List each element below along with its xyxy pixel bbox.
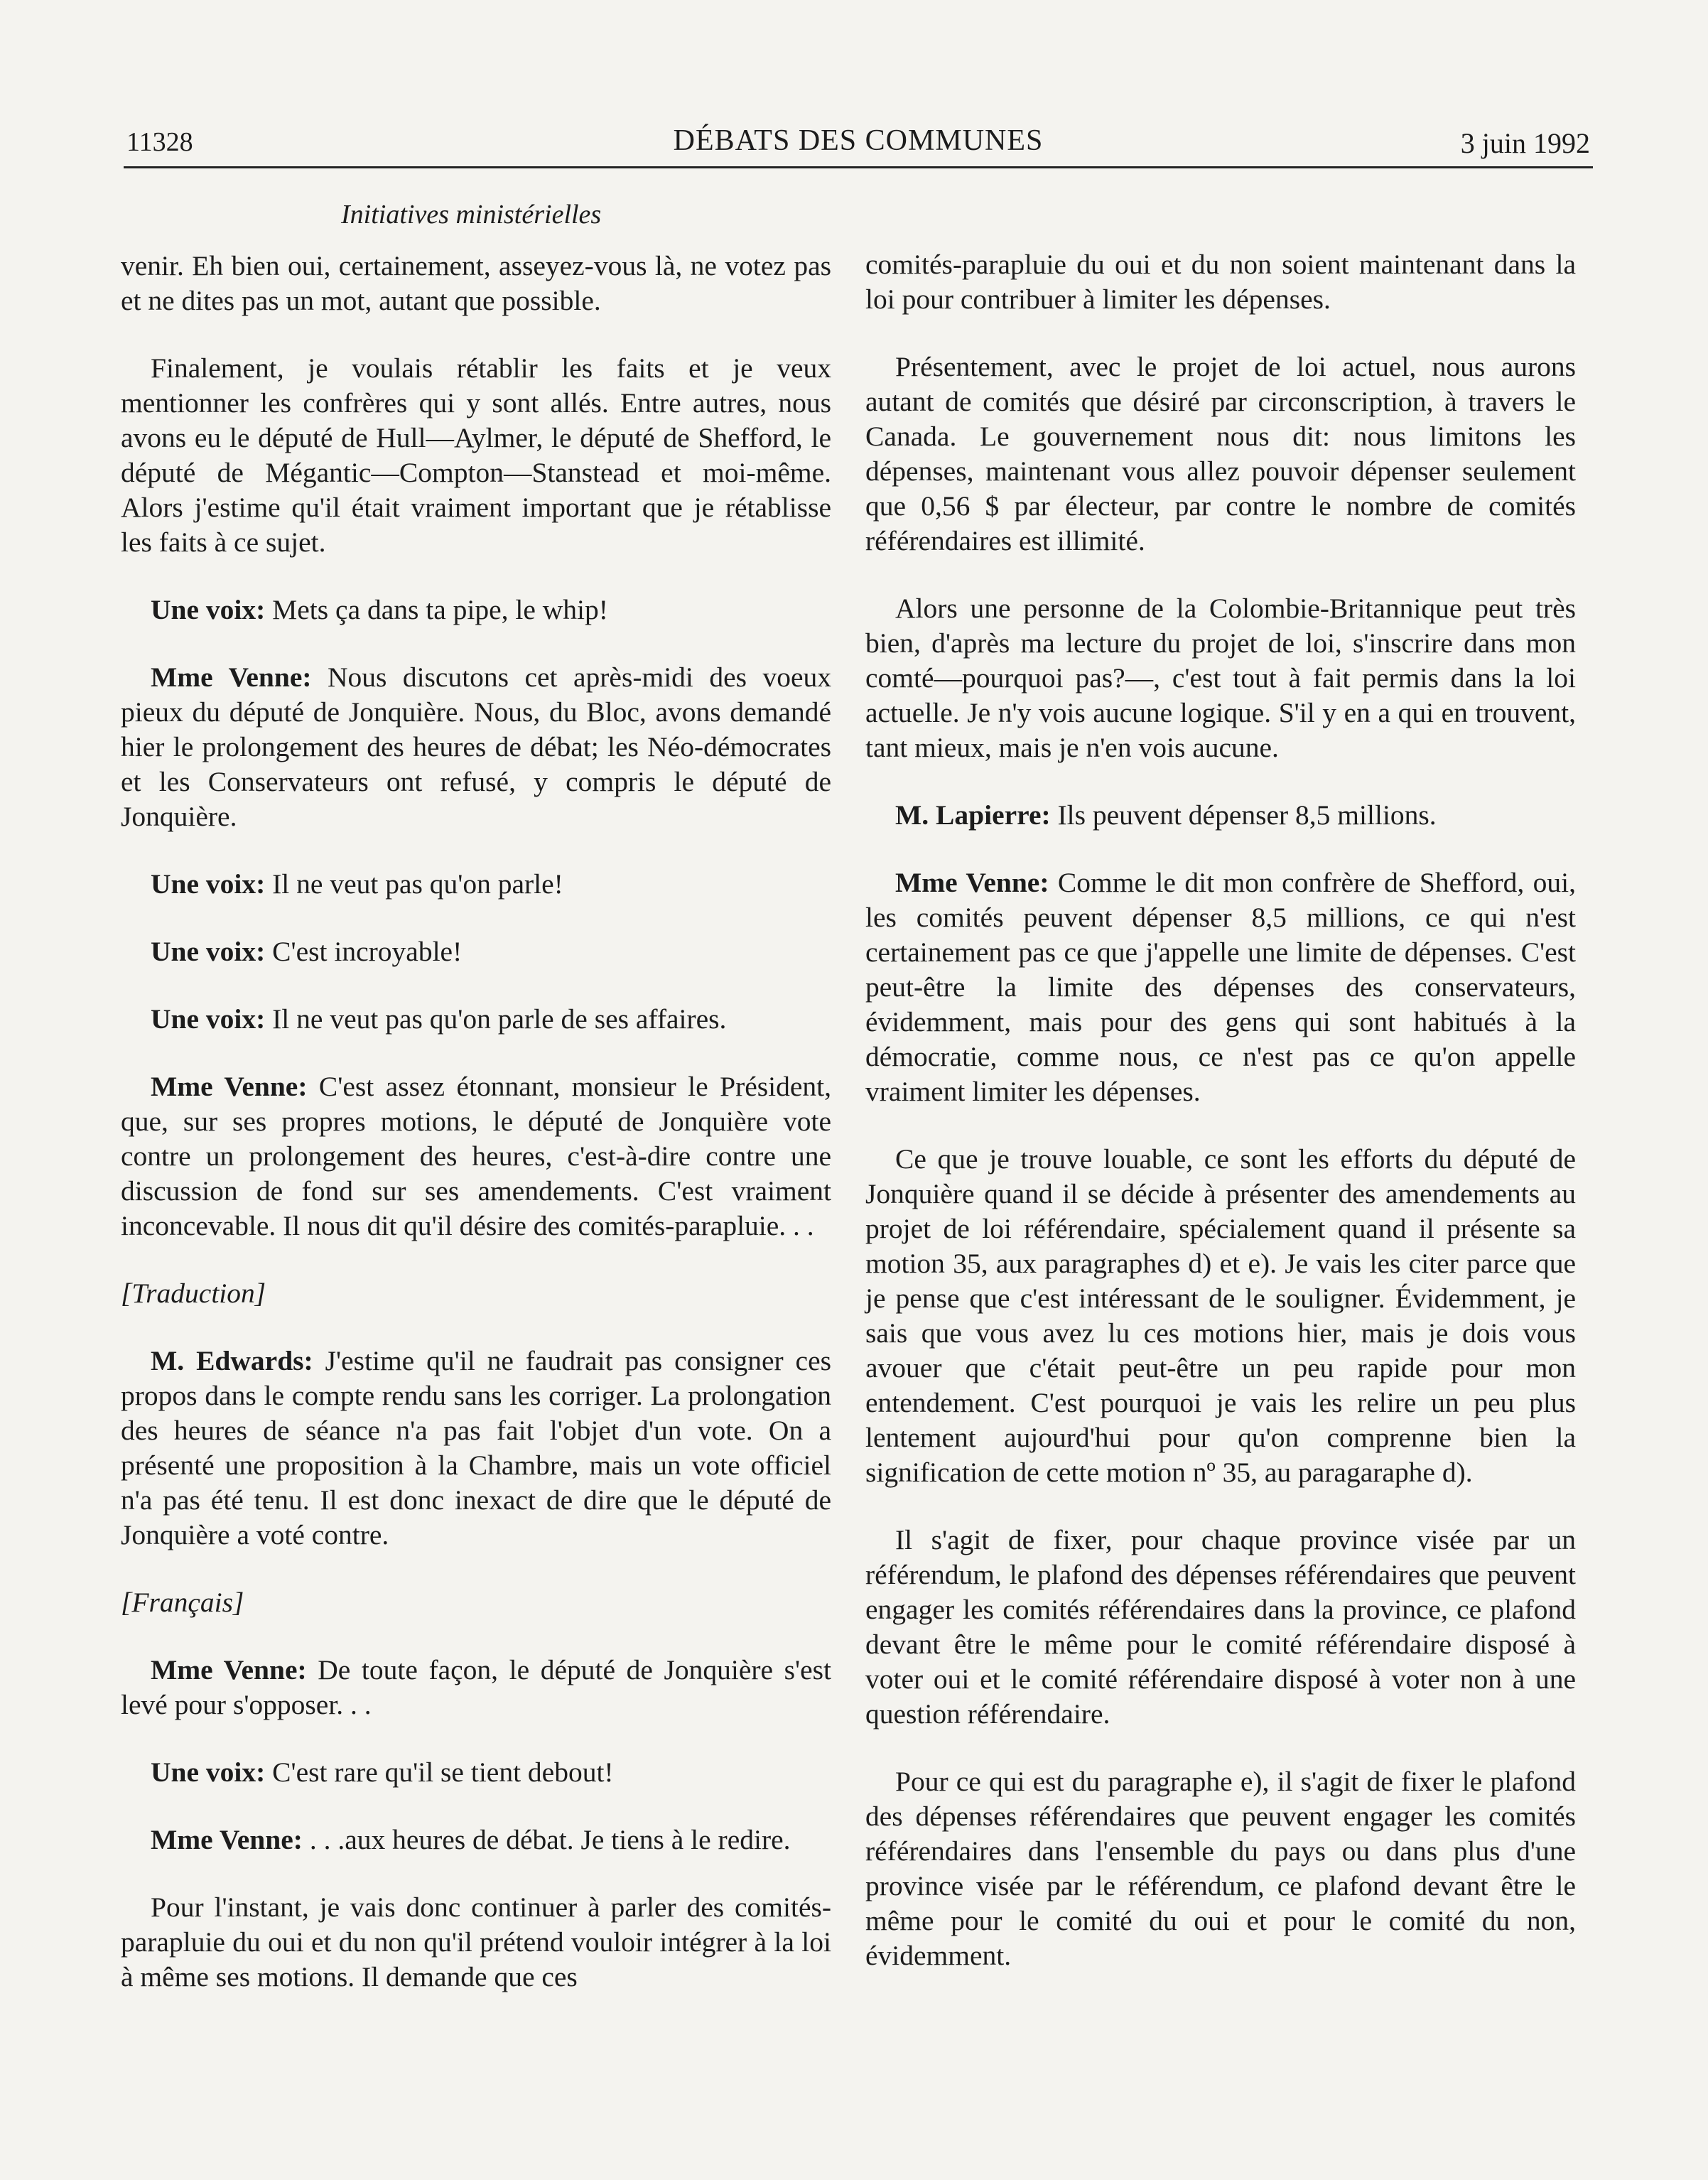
speech-text: C'est rare qu'il se tient debout!	[265, 1757, 614, 1788]
speaker-name: Une voix:	[151, 1003, 266, 1035]
speech	[121, 867, 831, 902]
speech-text: Comme le dit mon confrère de Shefford, oui, les comités peuvent dépenser 8,5 millions, ce qui n'est certainement pas ce que j'appelle une limite de dépenses. C'est peut-être la limite des dépenses des conservateurs, évidemment, mais pour des gens qui sont habitués à la démocratie, comme nous, ce n'est pas ce qu'on appelle vraiment limiter les dépenses.	[865, 867, 1576, 1107]
language-tag: [Français]	[121, 1587, 244, 1618]
speaker-name: Une voix:	[151, 594, 266, 625]
paragraph: Ce que je trouve louable, ce sont les efforts du député de Jonquière quand il se décide à présenter des amendements au projet de loi référendaire, spécialement quand il présente sa motion 35, aux paragraphes d) et e). Je vais les citer parce que je pense que c'est intéressant de le souligner. Évidemment, je sais que vous avez lu ces motions hier, mais je dois vous avouer que c'était peut-être un peu rapide pour mon entendement. C'est pourquoi je vais les relire un peu plus lentement aujourd'hui pour qu'on comprenne bien la signification de cette motion nº 35, au paragaraphe d).	[865, 1143, 1576, 1488]
paragraph: Finalement, je voulais rétablir les faits et je veux mentionner les confrères qui y sont allés. Entre autres, nous avons eu le député de Hull—Aylmer, le député de Shefford, le député de Mégantic—Compton—Stanstead et moi-même. Alors j'estime qu'il était vraiment important que je rétablisse les faits à ce sujet.	[121, 352, 831, 558]
speech	[121, 1344, 831, 1553]
speech	[121, 934, 831, 969]
speech-text: Ils peuvent dépenser 8,5 millions.	[1050, 799, 1437, 831]
speech	[865, 865, 1576, 1109]
paragraph: Pour l'instant, je vais donc continuer à parler des comités-parapluie du oui et du non qu'il prétend vouloir intégrer à la loi à même ses motions. Il demande que ces	[121, 1892, 831, 1992]
paragraph: Il s'agit de fixer, pour chaque province visée par un référendum, le plafond des dépenses référendaires que peuvent engager les comités référendaires dans la province, ce plafond devant être le même pour le comité référendaire disposé à voter oui et le comité référendaire disposé à voter non à une question référendaire.	[865, 1524, 1576, 1730]
speech	[121, 1002, 831, 1037]
paragraph: Pour ce qui est du paragraphe e), il s'agit de fixer le plafond des dépenses référendaires que peuvent engager les comités référendaires dans l'ensemble du pays ou dans plus d'une province visée par le référendum, ce plafond devant être le même pour le comité du oui et pour le comité du non, évidemment.	[865, 1766, 1576, 1971]
speaker-name: Une voix:	[151, 1757, 266, 1788]
speech-text: Nous discutons cet après-midi des voeux pieux du député de Jonquière. Nous, du Bloc, avons demandé hier le prolongement des heures de débat; les Néo-démocrates et les Conservateurs ont refusé, y compris le député de Jonquière.	[121, 662, 831, 832]
speech-text: C'est incroyable!	[265, 936, 463, 967]
speech-text: . . .aux heures de débat. Je tiens à le redire.	[302, 1824, 791, 1855]
speech-text: De toute façon, le député de Jonquière s'est levé pour s'opposer. . .	[121, 1654, 832, 1720]
publication-date: 3 juin 1992	[1460, 127, 1590, 159]
speech	[121, 1653, 831, 1722]
speaker-name: Mme Venne:	[151, 1824, 303, 1855]
publication-title: DÉBATS DES COMMUNES	[673, 124, 1044, 157]
paragraph: Présentement, avec le projet de loi actuel, nous aurons autant de comités que désiré par circonscription, à travers le Canada. Le gouvernement nous dit: nous limitons les dépenses, maintenant vous allez pouvoir dépenser seulement que 0,56 $ par électeur, par contre le nombre de comités référendaires est illimité.	[865, 351, 1576, 556]
speech-text: Il ne veut pas qu'on parle de ses affaires.	[265, 1003, 727, 1035]
speaker-name: M. Lapierre:	[895, 799, 1051, 831]
speech	[121, 593, 831, 627]
speaker-name: Mme Venne:	[895, 867, 1049, 898]
speech	[121, 1755, 831, 1790]
page-number: 11328	[126, 127, 193, 157]
speech-text: Il ne veut pas qu'on parle!	[265, 868, 563, 900]
page-header	[124, 122, 1593, 168]
right-column	[865, 247, 1576, 1973]
speaker-name: Une voix:	[151, 868, 266, 900]
paragraph: Alors une personne de la Colombie-Britannique peut très bien, d'après ma lecture du projet de loi, s'inscrire dans mon comté—pourquoi pas?—, c'est tout à fait permis dans la loi actuelle. Je n'y vois aucune logique. S'il y en a qui en trouvent, tant mieux, mais je n'en vois aucune.	[865, 593, 1576, 763]
speech-text: C'est assez étonnant, monsieur le Président, que, sur ses propres motions, le député de Jonquière vote contre un prolongement des heures, c'est-à-dire contre une discussion de fond sur ses amendements. C'est vraiment inconcevable. Il nous dit qu'il désire des comités-parapluie. . .	[121, 1071, 831, 1241]
speech	[121, 1069, 831, 1243]
left-column	[121, 249, 831, 1995]
speaker-name: Mme Venne:	[151, 662, 312, 693]
speech-text: Mets ça dans ta pipe, le whip!	[265, 594, 608, 625]
speaker-name: Une voix:	[151, 936, 266, 967]
paragraph: venir. Eh bien oui, certainement, asseyez-vous là, ne votez pas et ne dites pas un mot, autant que possible.	[121, 250, 831, 316]
speech	[121, 660, 831, 834]
speaker-name: Mme Venne:	[151, 1071, 308, 1102]
speaker-name: Mme Venne:	[151, 1654, 307, 1685]
speaker-name: M. Edwards:	[151, 1345, 313, 1376]
section-title: Initiatives ministérielles	[341, 200, 602, 230]
speech	[121, 1823, 831, 1857]
speech	[865, 798, 1576, 833]
paragraph: comités-parapluie du oui et du non soient maintenant dans la loi pour contribuer à limiter les dépenses.	[865, 249, 1576, 315]
language-tag: [Traduction]	[121, 1278, 266, 1309]
speech-text: J'estime qu'il ne faudrait pas consigner ces propos dans le compte rendu sans les corriger. La prolongation des heures de séance n'a pas fait l'objet d'un vote. On a présenté une proposition à la Chambre, mais un vote officiel n'a pas été tenu. Il est donc inexact de dire que le député de Jonquière a voté contre.	[121, 1345, 831, 1550]
